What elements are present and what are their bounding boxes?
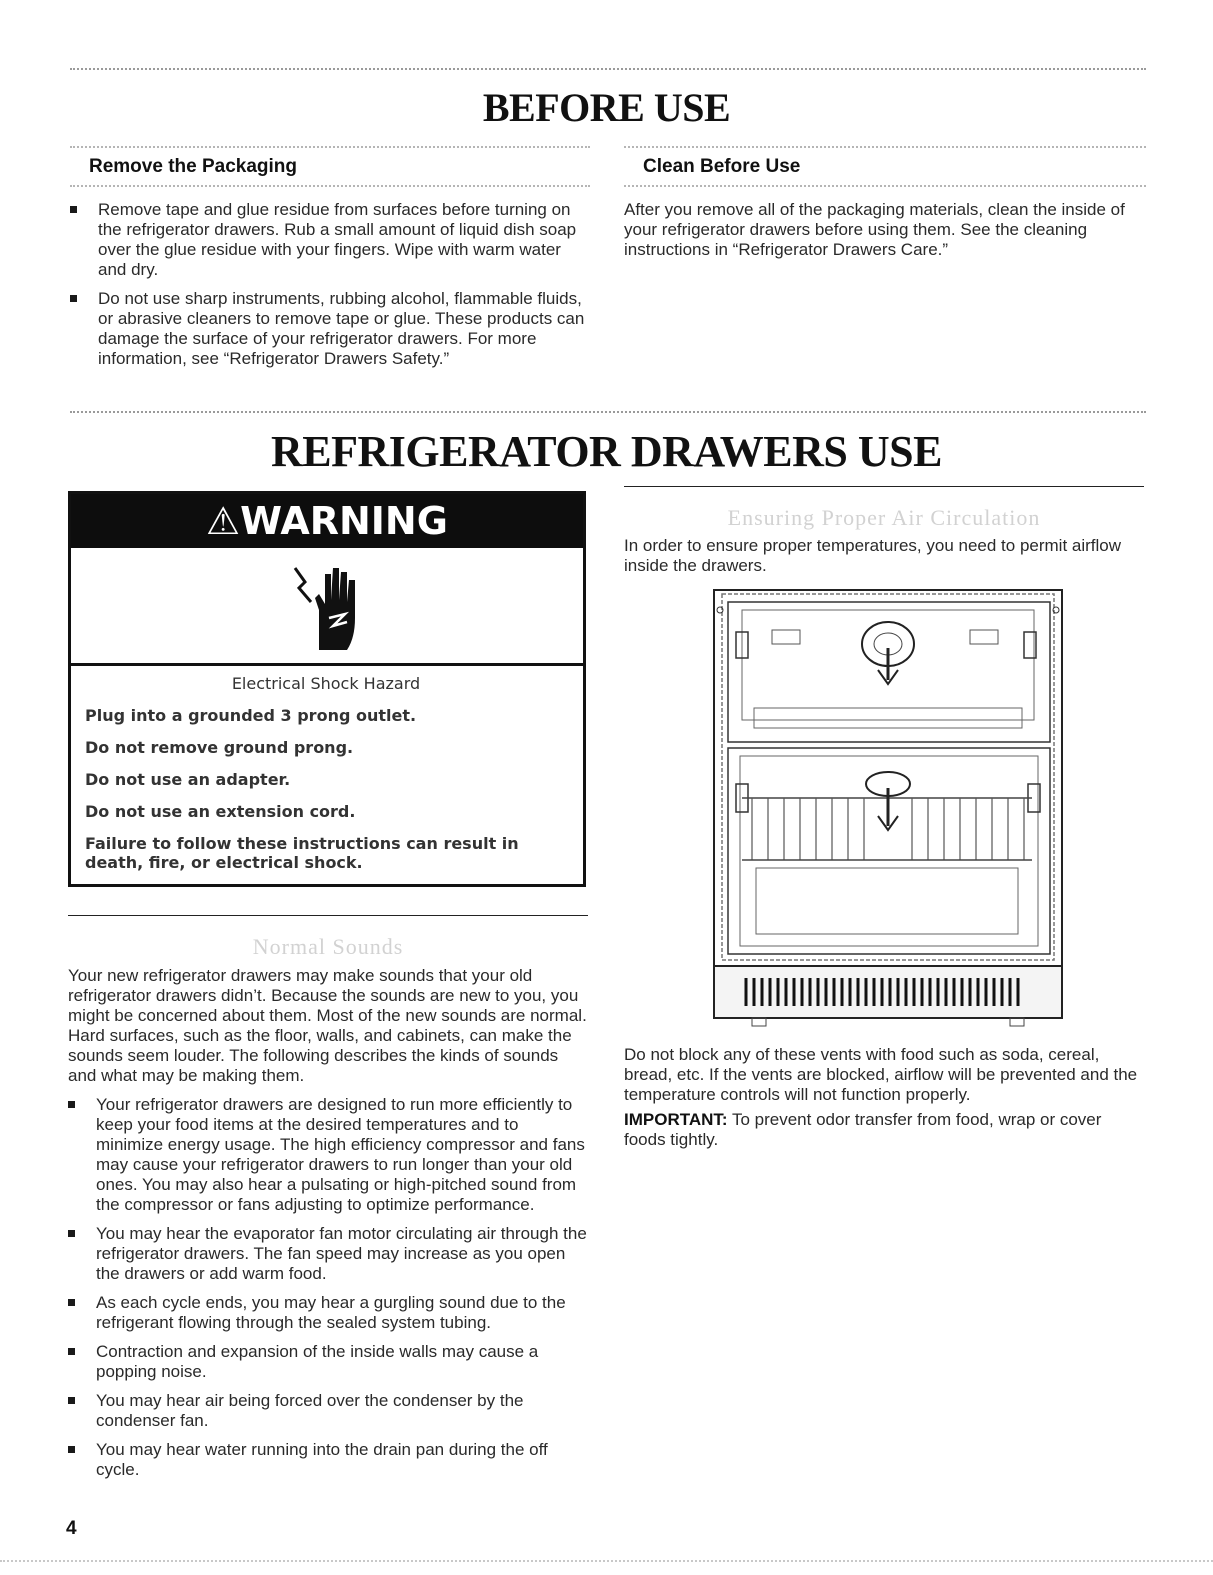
- air-circulation-rule: [624, 486, 1144, 487]
- warning-line: Plug into a grounded 3 prong outlet.: [85, 706, 417, 725]
- top-dotted-rule: [70, 68, 1146, 70]
- refrigerator-drawers-diagram: [712, 588, 1064, 1028]
- rule-right-upper: [624, 146, 1146, 148]
- remove-packaging-list-container: [70, 200, 590, 378]
- before-use-title: BEFORE USE: [482, 85, 731, 130]
- warning-line: Do not use an extension cord.: [85, 802, 356, 821]
- normal-sounds-heading: Normal Sounds: [252, 934, 404, 959]
- normal-sounds-rule: [68, 915, 588, 916]
- list-item: You may hear the evaporator fan motor circulating air through the refrigerator drawers. The fan speed may increase as you open the drawers or add warm food.: [68, 1224, 590, 1284]
- list-item: Remove tape and glue residue from surfaces before turning on the refrigerator drawers. Rub a small amount of liquid dish soap over the glue residue with your fingers. Wipe with warm water and dry.: [70, 200, 590, 280]
- normal-sounds-section: [68, 966, 590, 1489]
- remove-packaging-heading: Remove the Packaging: [89, 156, 298, 177]
- normal-sounds-list: [68, 1095, 590, 1480]
- bottom-edge-rule: [0, 1560, 1213, 1562]
- list-item: Your refrigerator drawers are designed to run more efficiently to keep your food items at the desired temperatures and to minimize energy usage. The high efficiency compressor and fans may cause your refrigerator drawers to run longer than your old ones. You may also hear a pulsating or high-pitched sound from the compressor or fans adjusting to optimize performance.: [68, 1095, 590, 1215]
- list-item: Contraction and expansion of the inside walls may cause a popping noise.: [68, 1342, 590, 1382]
- air-circulation-intro: In order to ensure proper temperatures, you need to permit airflow inside the drawers.: [624, 536, 1122, 575]
- remove-packaging-list: [70, 200, 590, 369]
- air-circulation-after: Do not block any of these vents with food such as soda, cereal, bread, etc. If the vents are blocked, airflow will be prevented and the temperature controls will not function properly.: [624, 1045, 1138, 1104]
- warning-line: Do not remove ground prong.: [85, 738, 354, 757]
- rule-right-lower: [624, 185, 1146, 187]
- middle-dotted-rule: [70, 411, 1146, 413]
- clean-before-use-text: After you remove all of the packaging materials, clean the inside of your refrigerator drawers before using them. See the cleaning instructions in “Refrigerator Drawers Care.”: [624, 200, 1125, 259]
- drawers-use-title: REFRIGERATOR DRAWERS USE: [271, 427, 942, 476]
- warning-line: Do not use an adapter.: [85, 770, 291, 789]
- warning-box: [68, 491, 586, 887]
- list-item: Do not use sharp instruments, rubbing alcohol, flammable fluids, or abrasive cleaners to remove tape or glue. These products can damage the surface of your refrigerator drawers. For more information, see “Refrigerator Drawers Safety.”: [70, 289, 590, 369]
- normal-sounds-intro: Your new refrigerator drawers may make sounds that your old refrigerator drawers didn’t. Because the sounds are new to you, you might be concerned about them. Most of the new sounds are normal. Hard surfaces, such as the floor, walls, and cabinets, can make the sounds seem louder. The following describes the kinds of sounds and what may be making them.: [68, 966, 587, 1085]
- hazard-label: Electrical Shock Hazard: [231, 674, 421, 693]
- warning-text: [71, 666, 583, 872]
- warning-icon-area: [71, 548, 583, 666]
- list-item: You may hear water running into the drain pan during the off cycle.: [68, 1440, 590, 1480]
- list-item: As each cycle ends, you may hear a gurgling sound due to the refrigerant flowing through the sealed system tubing.: [68, 1293, 590, 1333]
- important-note: [624, 1110, 1144, 1150]
- air-circulation-heading: Ensuring Proper Air Circulation: [727, 505, 1041, 530]
- warning-header: ⚠WARNING: [71, 494, 583, 548]
- electrical-shock-hand-icon: [289, 560, 369, 656]
- warning-line: Failure to follow these instructions can result in death, fire, or electrical shock.: [85, 834, 519, 872]
- rule-left-upper: [70, 146, 590, 148]
- important-label: IMPORTANT:: [624, 1110, 728, 1129]
- list-item: You may hear air being forced over the condenser by the condenser fan.: [68, 1391, 590, 1431]
- page-number: 4: [66, 1518, 77, 1539]
- rule-left-lower: [70, 185, 590, 187]
- clean-before-use-heading: Clean Before Use: [643, 156, 801, 177]
- important-text: To prevent odor transfer from food, wrap or cover foods tightly.: [624, 1110, 1102, 1149]
